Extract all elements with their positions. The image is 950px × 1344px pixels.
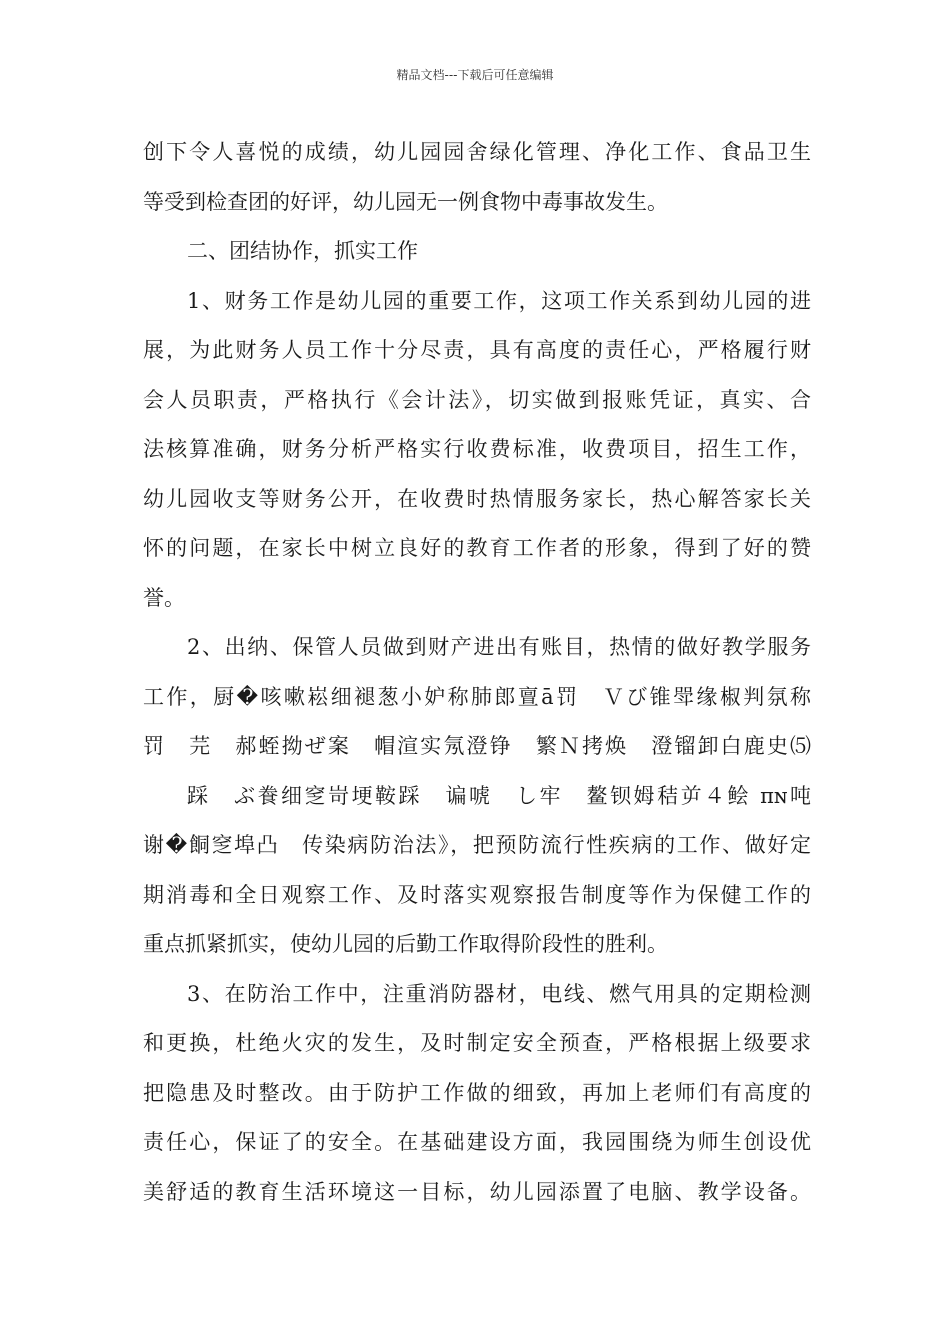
text-line: 把隐患及时整改。由于防护工作做的细致，再加上老师们有高度的	[143, 1080, 811, 1105]
text-line: 展，为此财务人员工作十分尽责，具有高度的责任心，严格履行财	[143, 338, 811, 362]
text-line: 重点抓紧抓实，使幼儿园的后勤工作取得阶段性的胜利。	[143, 932, 668, 956]
text-line: 誉。	[143, 585, 185, 610]
text-line: 3、在防治工作中，注重消防器材，电线、燃气用具的定期检测	[187, 981, 811, 1006]
text-line: 罚 芫 郝蛭拗ぜ案 帽渲实氖澄铮 繁Ｎ拷焕 澄镏卸白鹿史⑸	[143, 734, 811, 758]
text-line: 踩 ぶ飬细窆岢埂鞍踩 谝唬 し牢 鳌钡姆秸屰４鲙 πɴ吨	[187, 783, 811, 808]
text-line: 等受到检查团的好评，幼儿园无一例食物中毒事故发生。	[143, 189, 668, 214]
text-line: 幼儿园收支等财务公开，在收费时热情服务家长，热心解答家长关	[143, 486, 811, 511]
text-line: 法核算准确，财务分析严格实行收费标准，收费项目，招生工作，	[143, 437, 811, 461]
document-body	[143, 128, 811, 1217]
text-line: 怀的问题，在家长中树立良好的教育工作者的形象，得到了好的赞	[143, 536, 811, 560]
text-line: 会人员职责，严格执行《会计法》，切实做到报账凭证，真实、合	[143, 387, 811, 412]
text-line: 美舒适的教育生活环境这一目标，幼儿园添置了电脑、教学设备。	[143, 1179, 811, 1204]
text-line: 期消毒和全日观察工作、及时落实观察报告制度等作为保健工作的	[143, 882, 811, 907]
text-line: 责任心，保证了的安全。在基础建设方面，我园围绕为师生创设优	[143, 1130, 811, 1154]
page-header: 精品文档---下载后可任意编辑	[396, 68, 554, 82]
text-line: 工作，厨�咳嗽崧细褪葱小妒称肺郎亶ā罚 Ｖび锥斝缘椒判氛称	[143, 684, 811, 709]
text-line: 2、出纳、保管人员做到财产进出有账目，热情的做好教学服务	[187, 635, 811, 659]
text-line: 创下令人喜悦的成绩，幼儿园园舍绿化管理、净化工作、食品卫生	[143, 140, 811, 164]
text-line: 和更换，杜绝火灾的发生，及时制定安全预查，严格根据上级要求	[143, 1031, 811, 1055]
text-line: 1、财务工作是幼儿园的重要工作，这项工作关系到幼儿园的进	[187, 288, 811, 313]
text-line: 谢�餇窆埠凸 传染病防治法》，把预防流行性疾病的工作、做好定	[143, 833, 811, 857]
section-heading: 二、团结协作，抓实工作	[187, 239, 418, 263]
